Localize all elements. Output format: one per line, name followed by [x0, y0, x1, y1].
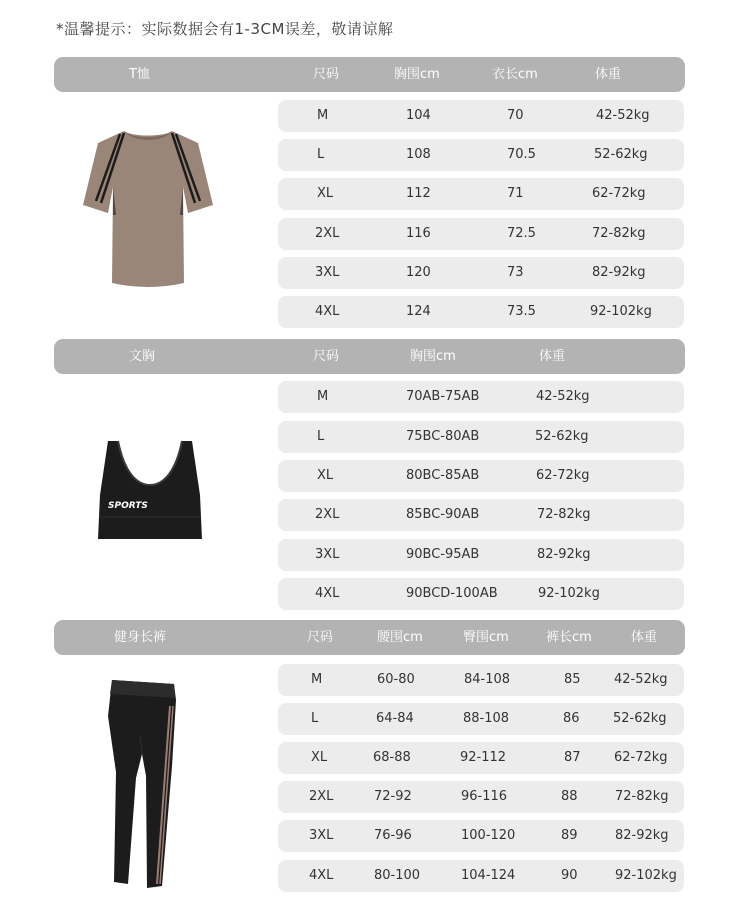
- cell-weight: 72-82kg: [615, 789, 669, 804]
- col-weight: 体重: [631, 630, 658, 645]
- cell-hip: 84-108: [464, 672, 511, 687]
- cell-chest: 80BC-85AB: [406, 468, 480, 483]
- leggings-image: [102, 676, 182, 890]
- cell-chest: 112: [406, 186, 431, 201]
- table-row: [278, 460, 684, 492]
- cell-chest: 70AB-75AB: [406, 389, 480, 404]
- cell-size: 3XL: [315, 547, 340, 562]
- cell-size: 3XL: [315, 265, 340, 280]
- table-row: [278, 100, 684, 132]
- cell-chest: 75BC-80AB: [406, 429, 480, 444]
- cell-length: 86: [563, 711, 580, 726]
- cell-weight: 52-62kg: [594, 147, 648, 162]
- cell-hip: 96-116: [461, 789, 508, 804]
- cell-chest: 116: [406, 226, 431, 241]
- table-row: [278, 820, 684, 852]
- cell-weight: 82-92kg: [537, 547, 591, 562]
- table-row: [278, 703, 684, 735]
- cell-weight: 72-82kg: [537, 507, 591, 522]
- cell-length: 87: [564, 750, 581, 765]
- cell-length: 85: [564, 672, 581, 687]
- tshirt-header: [54, 57, 685, 92]
- cell-hip: 92-112: [460, 750, 507, 765]
- section-name: T恤: [129, 67, 150, 82]
- cell-length: 90: [561, 868, 578, 883]
- cell-weight: 52-62kg: [613, 711, 667, 726]
- table-row: [278, 218, 684, 250]
- bra-header: [54, 339, 685, 374]
- cell-hip: 88-108: [463, 711, 510, 726]
- col-waist: 腰围cm: [377, 630, 423, 645]
- cell-size: 2XL: [309, 789, 334, 804]
- cell-length: 73: [507, 265, 524, 280]
- bra-image: [94, 433, 206, 543]
- cell-waist: 72-92: [374, 789, 412, 804]
- table-row: [278, 381, 684, 413]
- table-row: [278, 178, 684, 210]
- col-weight: 体重: [539, 349, 566, 364]
- size-notice: *温馨提示：实际数据会有1-3CM误差，敬请谅解: [56, 20, 394, 38]
- cell-size: 2XL: [315, 226, 340, 241]
- cell-weight: 62-72kg: [536, 468, 590, 483]
- cell-size: 4XL: [315, 304, 340, 319]
- table-row: [278, 781, 684, 813]
- cell-length: 73.5: [507, 304, 536, 319]
- cell-weight: 42-52kg: [536, 389, 590, 404]
- cell-hip: 104-124: [461, 868, 516, 883]
- cell-chest: 120: [406, 265, 431, 280]
- cell-size: XL: [311, 750, 328, 765]
- cell-chest: 90BC-95AB: [406, 547, 480, 562]
- cell-chest: 104: [406, 108, 431, 123]
- sports-logo: SPORTS: [108, 501, 148, 511]
- tshirt-image: [80, 125, 216, 291]
- cell-weight: 62-72kg: [592, 186, 646, 201]
- table-row: [278, 257, 684, 289]
- col-size: 尺码: [313, 349, 340, 364]
- col-size: 尺码: [307, 630, 334, 645]
- cell-size: 3XL: [309, 828, 334, 843]
- col-hip: 臀围cm: [463, 630, 509, 645]
- cell-weight: 92-102kg: [615, 868, 677, 883]
- cell-waist: 60-80: [377, 672, 415, 687]
- table-row: [278, 499, 684, 531]
- section-name: 文胸: [129, 349, 156, 364]
- table-row: [278, 860, 684, 892]
- cell-weight: 82-92kg: [592, 265, 646, 280]
- cell-size: M: [317, 108, 329, 123]
- section-name: 健身长裤: [114, 630, 167, 645]
- cell-waist: 68-88: [373, 750, 411, 765]
- cell-chest: 85BC-90AB: [406, 507, 480, 522]
- cell-weight: 42-52kg: [614, 672, 668, 687]
- col-chest: 胸围cm: [394, 67, 440, 82]
- cell-weight: 82-92kg: [615, 828, 669, 843]
- cell-weight: 42-52kg: [596, 108, 650, 123]
- cell-length: 70: [507, 108, 524, 123]
- col-size: 尺码: [313, 67, 340, 82]
- col-weight: 体重: [595, 67, 622, 82]
- leggings-header: [54, 620, 685, 655]
- table-row: [278, 296, 684, 328]
- cell-length: 70.5: [507, 147, 536, 162]
- cell-size: M: [317, 389, 329, 404]
- cell-size: L: [311, 711, 319, 726]
- cell-weight: 92-102kg: [538, 586, 600, 601]
- table-row: [278, 421, 684, 453]
- cell-length: 71: [507, 186, 524, 201]
- cell-size: M: [311, 672, 323, 687]
- cell-size: L: [317, 147, 325, 162]
- cell-length: 89: [561, 828, 578, 843]
- table-row: [278, 539, 684, 571]
- cell-waist: 64-84: [376, 711, 414, 726]
- cell-size: XL: [317, 186, 334, 201]
- table-row: [278, 664, 684, 696]
- table-row: [278, 742, 684, 774]
- cell-chest: 124: [406, 304, 431, 319]
- cell-weight: 62-72kg: [614, 750, 668, 765]
- cell-weight: 72-82kg: [592, 226, 646, 241]
- cell-size: 4XL: [315, 586, 340, 601]
- cell-size: 4XL: [309, 868, 334, 883]
- cell-length: 88: [561, 789, 578, 804]
- cell-weight: 52-62kg: [535, 429, 589, 444]
- table-row: [278, 139, 684, 171]
- cell-waist: 76-96: [374, 828, 412, 843]
- cell-length: 72.5: [507, 226, 536, 241]
- cell-waist: 80-100: [374, 868, 421, 883]
- col-length: 裤长cm: [546, 630, 592, 645]
- cell-chest: 108: [406, 147, 431, 162]
- col-chest: 胸围cm: [410, 349, 456, 364]
- cell-weight: 92-102kg: [590, 304, 652, 319]
- cell-size: XL: [317, 468, 334, 483]
- cell-chest: 90BCD-100AB: [406, 586, 498, 601]
- cell-hip: 100-120: [461, 828, 516, 843]
- col-length: 衣长cm: [492, 67, 538, 82]
- table-row: [278, 578, 684, 610]
- cell-size: L: [317, 429, 325, 444]
- cell-size: 2XL: [315, 507, 340, 522]
